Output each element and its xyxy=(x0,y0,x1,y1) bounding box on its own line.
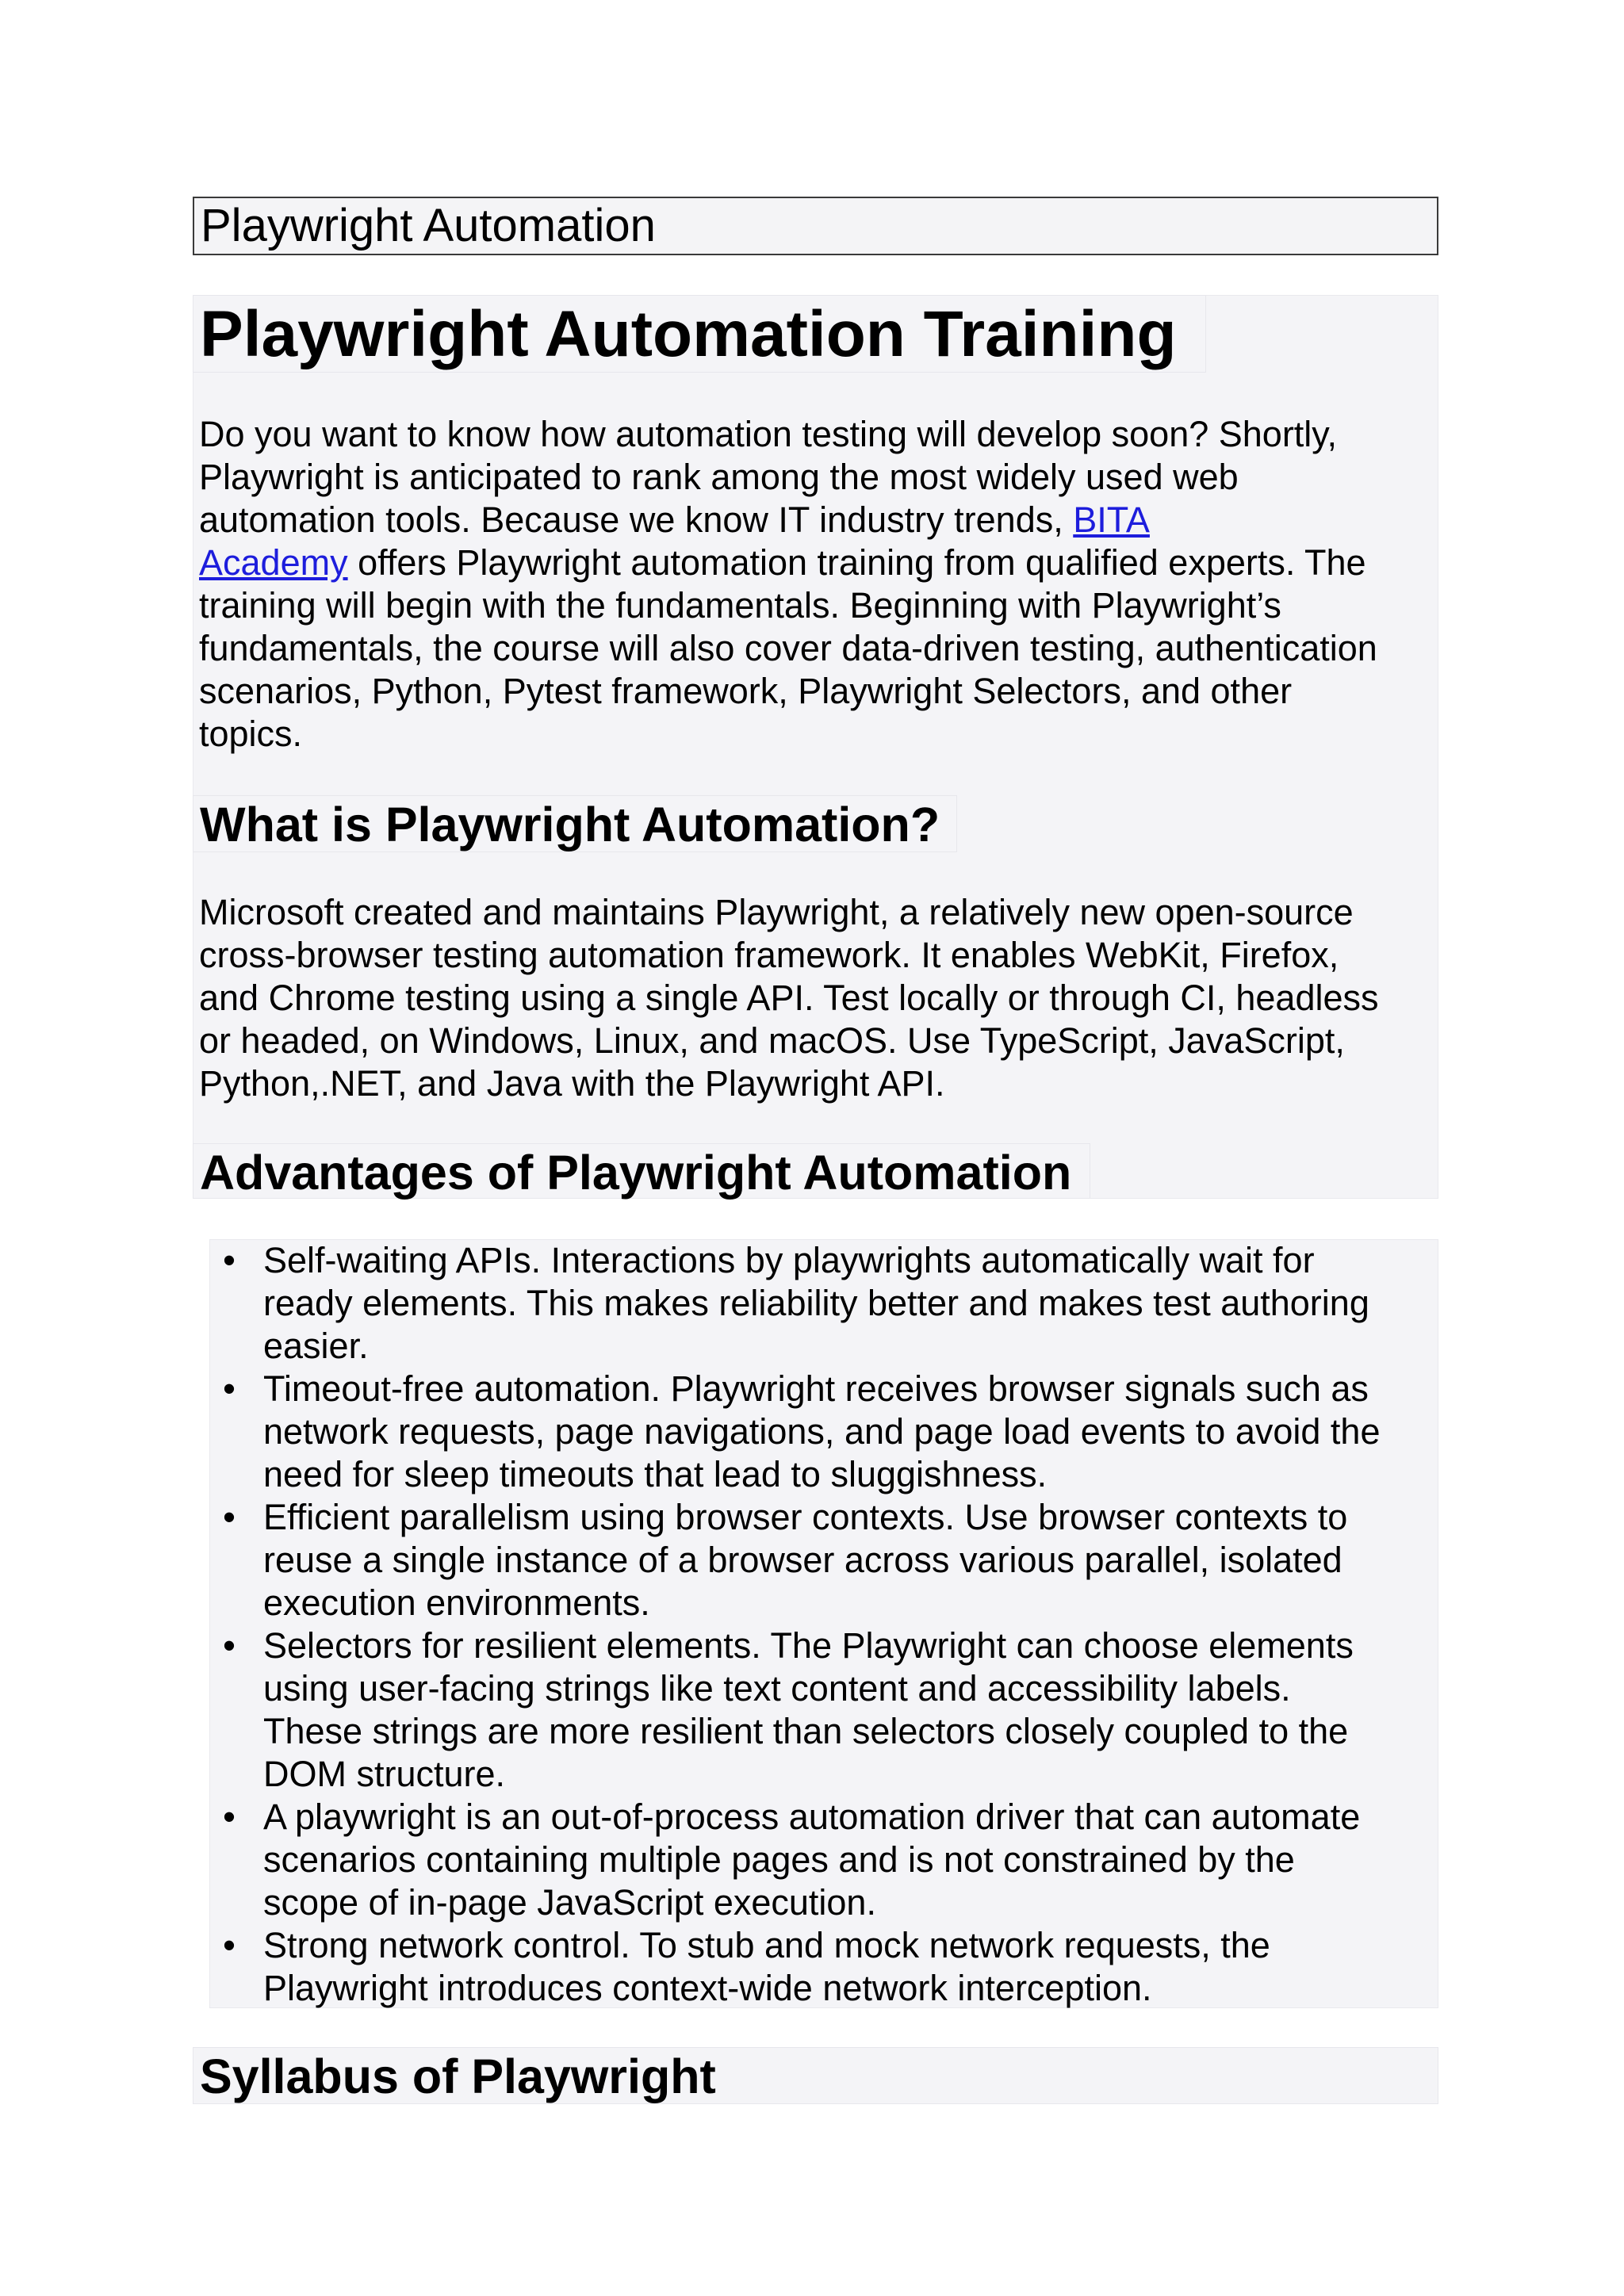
bita-academy-link-part2[interactable]: Academy xyxy=(199,542,348,583)
list-item xyxy=(209,1239,1438,1368)
list-item-line: These strings are more resilient than selectors closely coupled to the xyxy=(263,1711,1349,1751)
list-item-line: DOM structure. xyxy=(263,1754,506,1794)
intro-line: Playwright is anticipated to rank among the most widely used web xyxy=(199,457,1239,497)
intro-paragraph xyxy=(199,413,1377,756)
intro-line xyxy=(199,499,1377,541)
bullet-icon: • xyxy=(223,1368,236,1409)
what-is-heading: What is Playwright Automation? xyxy=(193,795,957,852)
list-item-line: Strong network control. To stub and mock network requests, the xyxy=(263,1925,1270,1965)
bullet-icon: • xyxy=(223,1797,236,1837)
intro-line: fundamentals, the course will also cover data-driven testing, authentication xyxy=(199,628,1377,668)
list-item-line: Playwright introduces context-wide network interception. xyxy=(263,1968,1152,2008)
list-item-line: scope of in-page JavaScript execution. xyxy=(263,1882,876,1923)
list-item-line: easier. xyxy=(263,1326,369,1366)
list-item-line: A playwright is an out-of-process automation driver that can automate xyxy=(263,1797,1361,1837)
what-is-paragraph xyxy=(199,891,1379,1105)
intro-line: Do you want to know how automation testing will develop soon? Shortly, xyxy=(199,414,1337,454)
intro-line: topics. xyxy=(199,714,303,754)
list-item-line: execution environments. xyxy=(263,1582,650,1623)
intro-line: scenarios, Python, Pytest framework, Playwright Selectors, and other xyxy=(199,671,1293,711)
advantages-heading: Advantages of Playwright Automation xyxy=(193,1143,1090,1199)
main-heading: Playwright Automation Training xyxy=(193,295,1206,373)
bullet-icon: • xyxy=(223,1625,236,1666)
list-item-line: using user-facing strings like text content and accessibility labels. xyxy=(263,1668,1291,1709)
what-is-line: cross-browser testing automation framework. It enables WebKit, Firefox, xyxy=(199,935,1339,975)
list-item xyxy=(209,1924,1438,2010)
list-item-line: need for sleep timeouts that lead to sluggishness. xyxy=(263,1454,1048,1494)
bullet-icon: • xyxy=(223,1925,236,1965)
intro-line-text: automation tools. Because we know IT industry trends, xyxy=(199,499,1074,540)
syllabus-heading: Syllabus of Playwright xyxy=(193,2047,1438,2104)
intro-line xyxy=(199,541,1377,584)
list-item xyxy=(209,1496,1438,1624)
bita-academy-link-part1[interactable]: BITA xyxy=(1073,499,1150,540)
list-item xyxy=(209,1624,1438,1796)
list-item xyxy=(209,1796,1438,1924)
what-is-line: Microsoft created and maintains Playwright, a relatively new open-source xyxy=(199,892,1354,932)
list-item-line: Self-waiting APIs. Interactions by playwrights automatically wait for xyxy=(263,1240,1315,1280)
list-item xyxy=(209,1368,1438,1496)
list-item-line: scenarios containing multiple pages and is not constrained by the xyxy=(263,1839,1295,1880)
list-item-line: Timeout-free automation. Playwright receives browser signals such as xyxy=(263,1368,1369,1409)
bullet-icon: • xyxy=(223,1497,236,1537)
intro-line-text: offers Playwright automation training from qualified experts. The xyxy=(347,542,1366,583)
list-item-line: network requests, page navigations, and page load events to avoid the xyxy=(263,1411,1381,1452)
what-is-line: Python,.NET, and Java with the Playwright API. xyxy=(199,1063,945,1104)
bullet-icon: • xyxy=(223,1240,236,1280)
list-item-line: Efficient parallelism using browser contexts. Use browser contexts to xyxy=(263,1497,1348,1537)
what-is-line: and Chrome testing using a single API. Test locally or through CI, headless xyxy=(199,978,1379,1018)
advantages-list xyxy=(209,1239,1438,2010)
what-is-line: or headed, on Windows, Linux, and macOS. Use TypeScript, JavaScript, xyxy=(199,1020,1345,1061)
page-title: Playwright Automation xyxy=(193,197,1438,255)
intro-line: training will begin with the fundamentals. Beginning with Playwright’s xyxy=(199,585,1281,626)
list-item-line: ready elements. This makes reliability better and makes test authoring xyxy=(263,1283,1369,1323)
list-item-line: reuse a single instance of a browser across various parallel, isolated xyxy=(263,1540,1342,1580)
list-item-line: Selectors for resilient elements. The Playwright can choose elements xyxy=(263,1625,1354,1666)
